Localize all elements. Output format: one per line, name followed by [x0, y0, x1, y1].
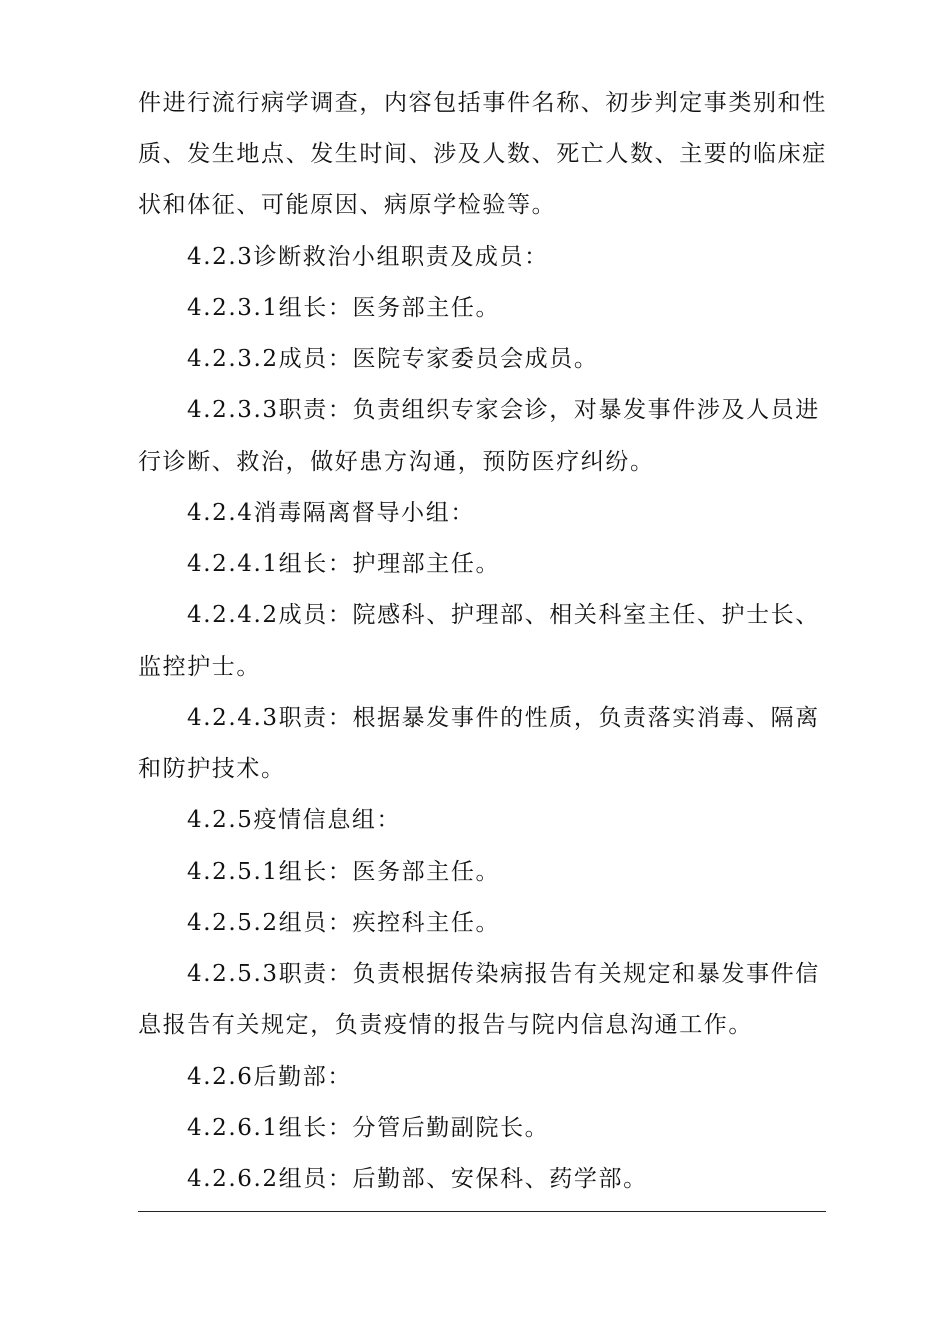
- section-heading: 4.2.4消毒隔离督导小组：: [187, 500, 475, 526]
- paragraph-line: 件进行流行病学调查，内容包括事件名称、初步判定事类别和性: [138, 90, 827, 116]
- section-heading: 4.2.5疫情信息组：: [187, 807, 402, 833]
- section-heading: 4.2.3诊断救治小组职责及成员：: [187, 244, 549, 270]
- paragraph-line: 和防护技术。: [138, 756, 286, 782]
- paragraph-line: 4.2.4.3职责：根据暴发事件的性质，负责落实消毒、隔离: [187, 705, 820, 731]
- paragraph-line: 状和体征、可能原因、病原学检验等。: [138, 192, 557, 218]
- paragraph-line: 4.2.6.1组长：分管后勤副院长。: [187, 1115, 550, 1141]
- section-heading: 4.2.6后勤部：: [187, 1064, 352, 1090]
- paragraph-line: 4.2.3.2成员：医院专家委员会成员。: [187, 346, 599, 372]
- paragraph-line: 4.2.6.2组员：后勤部、安保科、药学部。: [187, 1166, 648, 1192]
- paragraph-line: 4.2.5.2组员：疾控科主任。: [187, 910, 501, 936]
- paragraph-line: 行诊断、救治，做好患方沟通，预防医疗纠纷。: [138, 449, 655, 475]
- paragraph-line: 息报告有关规定，负责疫情的报告与院内信息沟通工作。: [138, 1012, 753, 1038]
- paragraph-line: 4.2.3.1组长：医务部主任。: [187, 295, 501, 321]
- paragraph-line: 质、发生地点、发生时间、涉及人数、死亡人数、主要的临床症: [138, 141, 827, 167]
- paragraph-line: 4.2.5.3职责：负责根据传染病报告有关规定和暴发事件信: [187, 961, 820, 987]
- paragraph-line: 4.2.4.2成员：院感科、护理部、相关科室主任、护士长、: [187, 602, 820, 628]
- paragraph-line: 监控护士。: [138, 654, 261, 680]
- paragraph-line: 4.2.5.1组长：医务部主任。: [187, 859, 501, 885]
- footer-divider: [138, 1211, 826, 1212]
- paragraph-line: 4.2.3.3职责：负责组织专家会诊，对暴发事件涉及人员进: [187, 397, 820, 423]
- paragraph-line: 4.2.4.1组长：护理部主任。: [187, 551, 501, 577]
